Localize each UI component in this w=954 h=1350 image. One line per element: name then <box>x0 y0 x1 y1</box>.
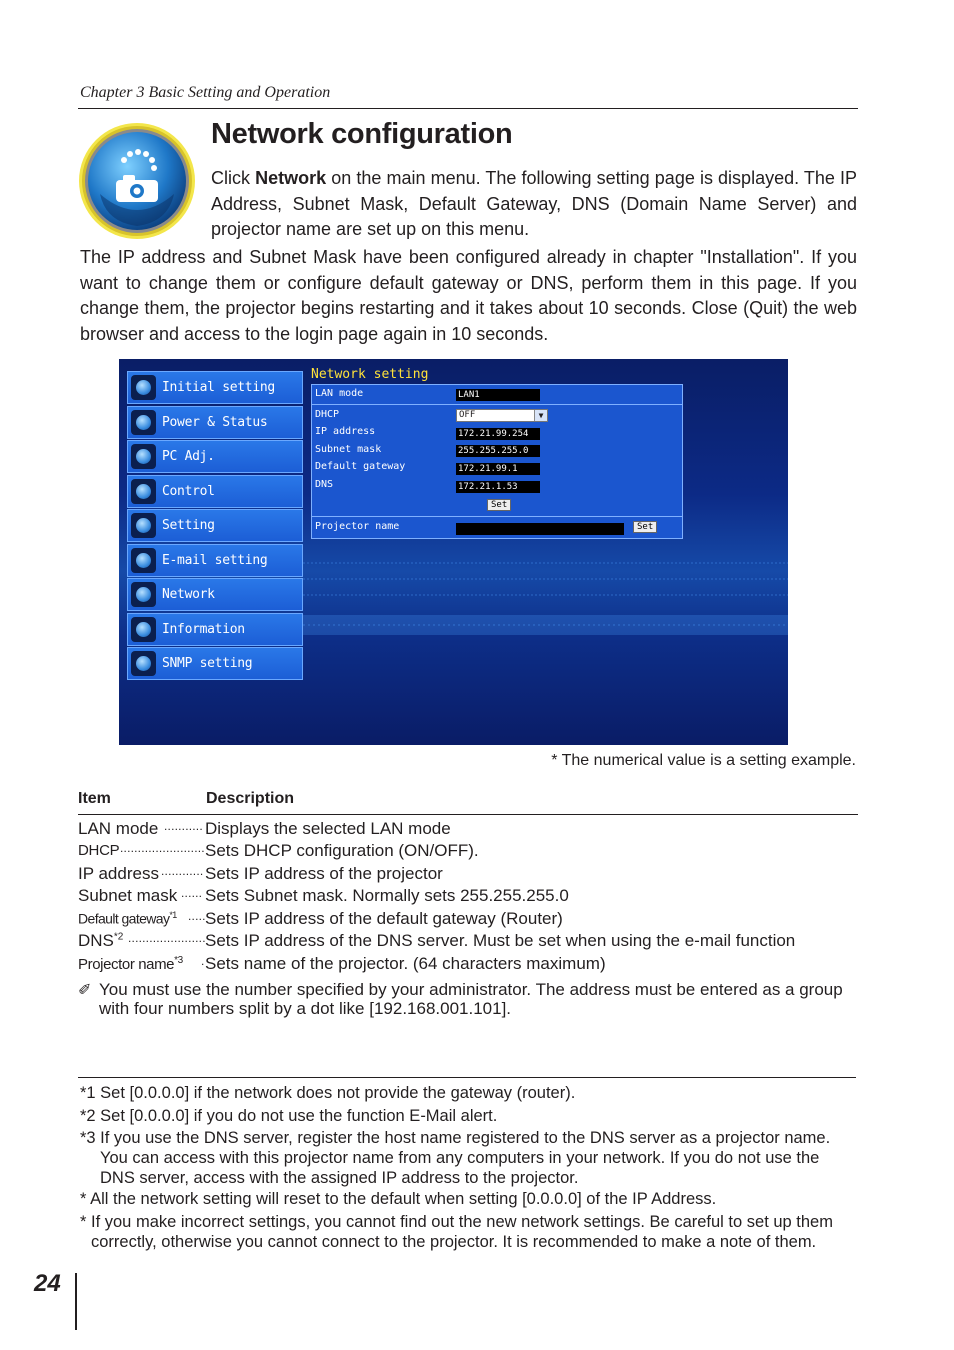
page-number: 24 <box>34 1270 61 1297</box>
dhcp-select[interactable]: OFF ▼ <box>456 409 548 422</box>
menu-item-snmp-setting[interactable]: SNMP setting <box>127 647 303 680</box>
network-setting-title: Network setting <box>311 367 429 382</box>
power-icon <box>131 410 156 435</box>
main-menu <box>127 371 303 682</box>
table-row: IP address ............ Sets IP address of the projector <box>78 864 443 883</box>
network-icon <box>78 122 196 240</box>
table-row: DHCP ........................ Sets DHCP configuration (ON/OFF). <box>78 841 479 860</box>
chapter-header: Chapter 3 Basic Setting and Operation <box>80 84 331 101</box>
lan-mode-label: LAN mode <box>315 388 364 399</box>
intro-paragraph-2: The IP address and Subnet Mask have been configured already in chapter "Installation". If you want to change them or configure default gateway or DNS, perform them in this page. If you change them, the projector begins restarting and it takes about 10 seconds. Close (Quit) the web browser and access to the login page again in 10 seconds. <box>80 247 857 344</box>
chevron-down-icon: ▼ <box>534 410 547 421</box>
footnote-rule <box>78 1077 856 1078</box>
table-row: Projector name$^{*3}$ . Sets name of the projector. (64 characters maximum) <box>78 954 606 973</box>
subnet-mask-input[interactable]: 255.255.255.0 <box>456 445 540 457</box>
footnote-4: * All the network setting will reset to the default when setting [0.0.0.0] of the IP Address. <box>80 1190 717 1208</box>
menu-item-setting[interactable]: Setting <box>127 509 303 542</box>
column-header-item: Item <box>78 790 111 807</box>
snmp-icon <box>131 651 156 676</box>
menu-item-control[interactable]: Control <box>127 475 303 508</box>
monitor-icon <box>131 444 156 469</box>
table-rule <box>78 814 858 815</box>
column-header-description: Description <box>206 790 295 807</box>
default-gateway-input[interactable]: 172.21.99.1 <box>456 463 540 475</box>
settings-icon <box>131 375 156 400</box>
menu-item-power-status[interactable]: Power & Status <box>127 406 303 439</box>
projector-name-label: Projector name <box>315 521 400 532</box>
pencil-icon: ✐ <box>78 982 92 999</box>
info-icon <box>131 617 156 642</box>
mail-icon <box>131 548 156 573</box>
ip-address-label: IP address <box>315 426 376 437</box>
menu-item-initial-setting[interactable]: Initial setting <box>127 371 303 404</box>
table-row: LAN mode ........... Displays the selected LAN mode <box>78 819 451 838</box>
menu-item-network[interactable]: Network <box>127 578 303 611</box>
table-row: Default gateway$^{*1}$ ..... Sets IP address of the default gateway (Router) <box>78 909 563 928</box>
projector-name-set-button[interactable]: Set <box>633 521 657 533</box>
menu-item-email-setting[interactable]: E-mail setting <box>127 544 303 577</box>
network-keyword: Network <box>255 168 327 188</box>
administrator-note: You must use the number specified by your administrator. The address must be entered as a group with four numbers split by a dot like [192.168.001.101]. <box>99 980 843 1018</box>
menu-item-pc-adj[interactable]: PC Adj. <box>127 440 303 473</box>
subnet-mask-label: Subnet mask <box>315 444 382 455</box>
header-rule <box>78 108 858 109</box>
network-set-button[interactable]: Set <box>487 499 511 511</box>
lan-mode-value: LAN1 <box>456 389 540 401</box>
network-setting-screenshot <box>119 359 788 745</box>
dns-label: DNS <box>315 479 334 490</box>
footnote-3: *3 If you use the DNS server, register the host name registered to the DNS server as a projector name. You can access with this projector name from any computers in your network. If you do not use the DNS server, access with the assigned IP address to the projector. <box>80 1129 831 1187</box>
control-icon <box>131 479 156 504</box>
projector-name-input[interactable] <box>456 523 624 535</box>
table-row: Subnet mask ...... Sets Subnet mask. Normally sets 255.255.255.0 <box>78 886 569 905</box>
page-number-bar <box>75 1273 77 1330</box>
footnote-5: * If you make incorrect settings, you cannot find out the new network settings. Be careful to set up them correctly, otherwise you cannot connect to the projector. It is recommended to make a note of them. <box>80 1213 833 1251</box>
intro-paragraph-1: Click Network on the main menu. The following setting page is displayed. The IP Address, Subnet Mask, Default Gateway, DNS (Domain Name Server) and projector name are set up on this menu. <box>211 168 858 239</box>
default-gateway-label: Default gateway <box>315 461 406 472</box>
panel-divider <box>312 516 682 517</box>
example-note: * The numerical value is a setting example. <box>551 752 856 769</box>
footnote-1: *1 Set [0.0.0.0] if the network does not provide the gateway (router). <box>80 1084 576 1102</box>
ip-address-input[interactable]: 172.21.99.254 <box>456 428 540 440</box>
dhcp-label: DHCP <box>315 409 340 420</box>
panel-divider <box>312 404 682 405</box>
menu-item-information[interactable]: Information <box>127 613 303 646</box>
network-icon <box>131 582 156 607</box>
dns-input[interactable]: 172.21.1.53 <box>456 481 540 493</box>
page-title: Network configuration <box>211 118 513 150</box>
footnote-2: *2 Set [0.0.0.0] if you do not use the function E-Mail alert. <box>80 1107 498 1125</box>
table-row: DNS$^{*2}$ ...................... Sets IP address of the DNS server. Must be set when using the e-mail function <box>78 931 796 950</box>
network-setting-panel <box>311 384 683 539</box>
wrench-icon <box>131 513 156 538</box>
